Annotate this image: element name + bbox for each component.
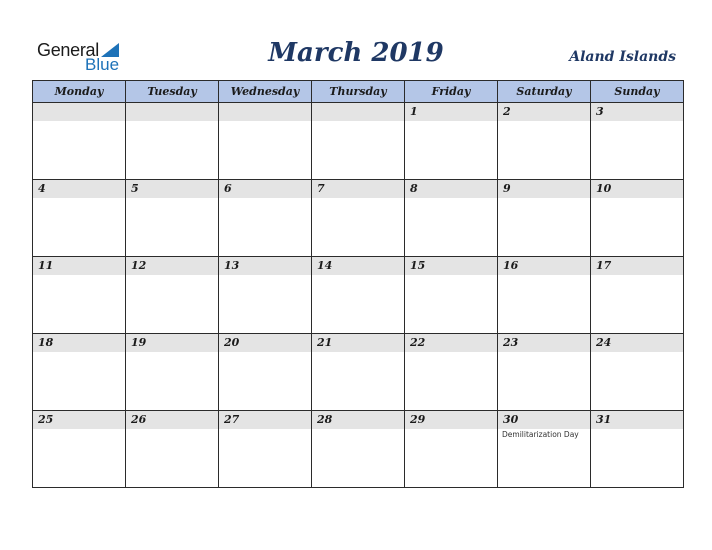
day-cell	[498, 411, 591, 488]
day-number: 24	[591, 334, 683, 352]
day-number	[33, 103, 125, 121]
week-row	[33, 411, 684, 488]
day-cell	[312, 411, 405, 488]
logo-general-text: General	[37, 40, 99, 60]
day-cell	[219, 411, 312, 488]
week-row	[33, 103, 684, 180]
day-cell	[33, 411, 126, 488]
weekday-header: Thursday	[312, 81, 405, 103]
day-number	[126, 103, 218, 121]
day-number: 2	[498, 103, 590, 121]
day-number: 27	[219, 411, 311, 429]
logo-blue-text: Blue	[85, 55, 120, 74]
day-number: 10	[591, 180, 683, 198]
weekday-header: Friday	[405, 81, 498, 103]
day-cell	[33, 103, 126, 180]
day-number: 12	[126, 257, 218, 275]
day-number: 18	[33, 334, 125, 352]
day-cell	[219, 257, 312, 334]
day-number: 28	[312, 411, 404, 429]
day-cell	[498, 257, 591, 334]
day-cell	[405, 103, 498, 180]
day-number: 11	[33, 257, 125, 275]
day-number: 3	[591, 103, 683, 121]
day-number: 29	[405, 411, 497, 429]
day-number: 26	[126, 411, 218, 429]
day-number: 31	[591, 411, 683, 429]
day-cell	[126, 411, 219, 488]
day-cell	[498, 180, 591, 257]
weekday-header: Sunday	[591, 81, 684, 103]
day-cell	[591, 103, 684, 180]
day-number: 9	[498, 180, 590, 198]
weekday-header: Wednesday	[219, 81, 312, 103]
day-cell	[498, 334, 591, 411]
day-cell	[219, 103, 312, 180]
day-number: 30	[498, 411, 590, 429]
day-number	[219, 103, 311, 121]
day-cell	[405, 334, 498, 411]
day-number: 4	[33, 180, 125, 198]
day-number: 1	[405, 103, 497, 121]
day-cell	[312, 257, 405, 334]
day-number: 25	[33, 411, 125, 429]
day-cell	[219, 180, 312, 257]
weekday-header: Tuesday	[126, 81, 219, 103]
day-number: 14	[312, 257, 404, 275]
day-cell	[126, 257, 219, 334]
day-cell	[591, 257, 684, 334]
day-number: 20	[219, 334, 311, 352]
country-name: Aland Islands	[569, 49, 676, 65]
day-cell	[126, 334, 219, 411]
day-cell	[591, 334, 684, 411]
weekday-header-row	[33, 81, 684, 103]
day-number: 5	[126, 180, 218, 198]
day-cell	[405, 257, 498, 334]
week-row	[33, 334, 684, 411]
day-cell	[498, 103, 591, 180]
day-number: 7	[312, 180, 404, 198]
holiday-label: Demilitarization Day	[502, 430, 579, 439]
day-cell	[312, 180, 405, 257]
weekday-header: Saturday	[498, 81, 591, 103]
day-cell	[405, 180, 498, 257]
day-cell	[591, 180, 684, 257]
day-cell	[33, 257, 126, 334]
day-cell	[312, 334, 405, 411]
day-number: 13	[219, 257, 311, 275]
day-number: 8	[405, 180, 497, 198]
day-number: 15	[405, 257, 497, 275]
day-number: 23	[498, 334, 590, 352]
week-row	[33, 180, 684, 257]
day-number	[312, 103, 404, 121]
day-cell	[126, 180, 219, 257]
day-cell	[33, 334, 126, 411]
calendar-title: March 2019	[268, 38, 444, 68]
day-cell	[591, 411, 684, 488]
week-row	[33, 257, 684, 334]
day-cell	[405, 411, 498, 488]
day-cell	[126, 103, 219, 180]
day-cell	[219, 334, 312, 411]
weekday-header: Monday	[33, 81, 126, 103]
day-number: 19	[126, 334, 218, 352]
day-cell	[33, 180, 126, 257]
day-cell	[312, 103, 405, 180]
day-number: 17	[591, 257, 683, 275]
day-number: 16	[498, 257, 590, 275]
month-calendar	[32, 80, 684, 488]
day-number: 21	[312, 334, 404, 352]
day-number: 6	[219, 180, 311, 198]
day-number: 22	[405, 334, 497, 352]
